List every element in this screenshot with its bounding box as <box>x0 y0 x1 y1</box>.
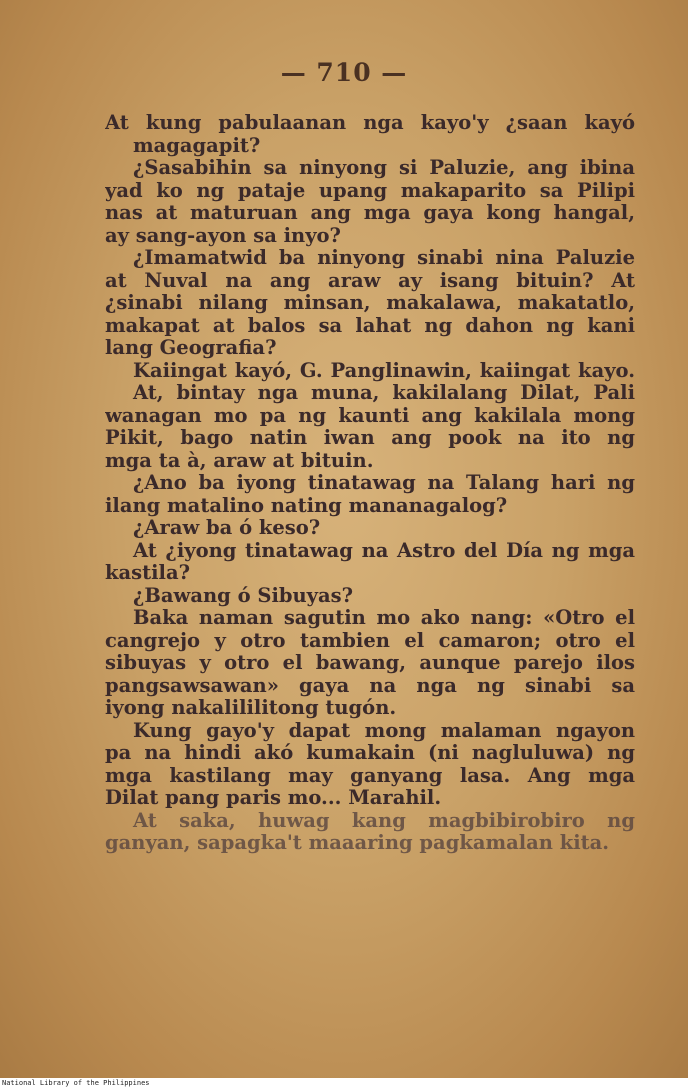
text-line: ¿Ano ba iyong tinatawag na Talang hari ng <box>133 472 635 494</box>
text-line: ganyan, sapagka't maaaring pagkamalan kita. <box>105 832 610 854</box>
text-line: ¿sinabi nilang minsan, makalawa, makatatlo, <box>105 292 635 314</box>
text-line: cangrejo y otro tambien el camaron; otro el <box>105 629 635 652</box>
library-credit: National Library of the Philippines <box>2 1079 150 1087</box>
text-line: makapat at balos sa lahat ng dahon ng kani <box>105 314 635 337</box>
text-line: At kung pabulaanan nga kayo'y ¿saan kayó <box>105 112 635 134</box>
text-line: Pikit, bago natin iwan ang pook na ito ng <box>105 427 635 449</box>
text-line: At saka, huwag kang magbibirobiro ng <box>133 809 635 832</box>
text-line: lang Geografia? <box>105 337 277 359</box>
text-line: at Nuval na ang araw ay isang bituin? At <box>105 269 635 292</box>
text-line: At, bintay nga muna, kakilalang Dilat, Pali <box>133 382 635 404</box>
text-line: ilang matalino nating mananagalog? <box>105 494 508 517</box>
text-line: pangsawsawan» gaya na nga ng sinabi sa <box>105 674 635 697</box>
text-line: sibuyas y otro el bawang, aunque parejo ilos <box>105 652 635 674</box>
text-line: Baka naman sagutin mo ako nang: «Otro el <box>133 607 635 629</box>
text-line: Kaiingat kayó, G. Panglinawin, kaiingat kayo. <box>133 359 635 382</box>
text-line: ¿Sasabihin sa ninyong si Paluzie, ang ibina <box>133 157 635 179</box>
text-line: mga ta à, araw at bituin. <box>105 449 374 472</box>
text-line: ¿Araw ba ó keso? <box>133 517 321 539</box>
text-line: magagapit? <box>133 134 261 157</box>
body-text <box>105 112 635 855</box>
text-line: mga kastilang may ganyang lasa. Ang mga <box>105 764 635 787</box>
text-line: ay sang-ayon sa inyo? <box>105 224 341 247</box>
text-line: iyong nakalililitong tugón. <box>105 697 397 719</box>
text-line: ¿Bawang ó Sibuyas? <box>133 584 354 607</box>
text-line: kastila? <box>105 562 191 584</box>
text-line: pa na hindi akó kumakain (ni nagluluwa) ng <box>105 742 635 764</box>
text-line: nas at maturuan ang mga gaya kong hangal, <box>105 202 635 224</box>
text-line: At ¿iyong tinatawag na Astro del Día ng mga <box>133 539 635 562</box>
text-line: yad ko ng pataje upang makaparito sa Pilipi <box>105 179 635 202</box>
text-line: ¿Imamatwid ba ninyong sinabi nina Paluzie <box>133 247 635 269</box>
page-number: — 710 — <box>280 58 408 87</box>
text-line: wanagan mo pa ng kaunti ang kakilala mong <box>105 404 635 427</box>
text-line: Kung gayo'y dapat mong malaman ngayon <box>133 719 635 742</box>
text-line: Dilat pang paris mo... Marahil. <box>105 787 442 809</box>
